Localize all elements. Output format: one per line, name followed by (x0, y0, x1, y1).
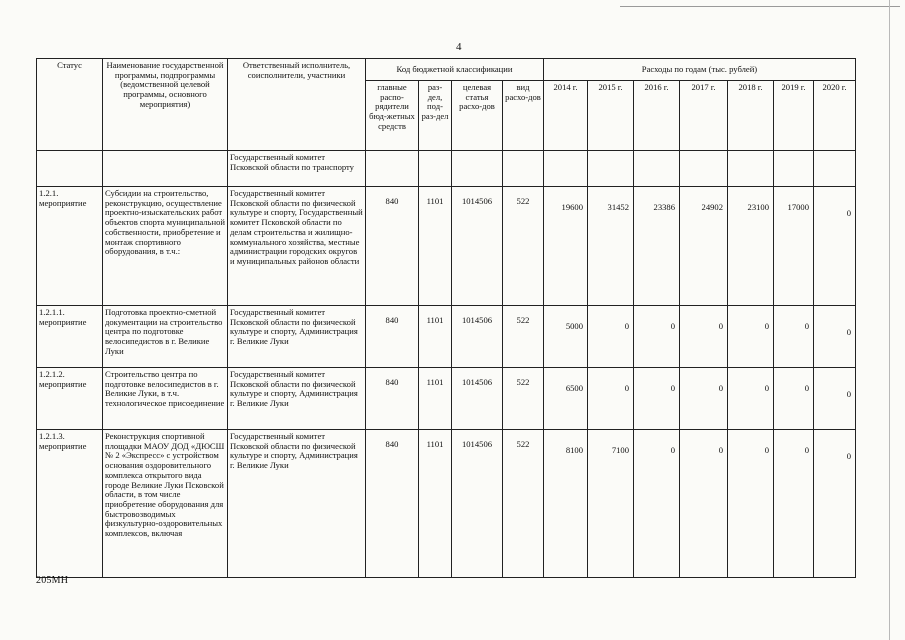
header-executor: Ответственный исполнитель, соисполнители, участники (228, 59, 366, 151)
budget-table (36, 58, 856, 578)
cell-grbs: 840 (366, 187, 419, 306)
cell-type: 522 (503, 306, 544, 368)
table-row (37, 306, 856, 368)
cell-value-2018: 0 (728, 430, 774, 578)
cell-value-2019 (774, 151, 814, 187)
cell-name: Реконструкция спортивной площадки МАОУ ДОД «ДЮСШ № 2 «Экспресс» с устройством основания оздоровительного комплекса открытого вида городе Великие Луки Псковской области, в том числе приобретение оборудования для быстровозводимых физкультурно-оздоровительных комплексов, включая (103, 430, 228, 578)
cell-value-2014: 8100 (544, 430, 588, 578)
cell-status: 1.2.1. мероприятие (37, 187, 103, 306)
cell-value-2016: 0 (634, 430, 680, 578)
cell-grbs (366, 151, 419, 187)
header-name: Наименование государственной программы, подпрограммы (ведомственной целевой программы, основного мероприятия) (103, 59, 228, 151)
header-year-2018: 2018 г. (728, 81, 774, 151)
header-year-2019: 2019 г. (774, 81, 814, 151)
cell-section: 1101 (419, 430, 452, 578)
cell-type: 522 (503, 368, 544, 430)
cell-value-2014 (544, 151, 588, 187)
cell-value-2017: 24902 (680, 187, 728, 306)
cell-grbs: 840 (366, 306, 419, 368)
header-status: Статус (37, 59, 103, 151)
cell-value-2015: 0 (588, 306, 634, 368)
cell-section: 1101 (419, 368, 452, 430)
cell-value-2019: 17000 (774, 187, 814, 306)
cell-target: 1014506 (452, 187, 503, 306)
cell-value-2014: 19600 (544, 187, 588, 306)
cell-executor: Государственный комитет Псковской области по транспорту (228, 151, 366, 187)
cell-grbs: 840 (366, 430, 419, 578)
header-expenses: Расходы по годам (тыс. рублей) (544, 59, 856, 81)
page-number: 4 (456, 41, 462, 53)
cell-value-2016 (634, 151, 680, 187)
cell-value-2014: 5000 (544, 306, 588, 368)
cell-section (419, 151, 452, 187)
cell-value-2017: 0 (680, 368, 728, 430)
cell-section: 1101 (419, 306, 452, 368)
cell-value-2020: 0 (814, 306, 856, 368)
scan-artifact-line (620, 6, 900, 7)
table-row (37, 430, 856, 578)
cell-status: 1.2.1.1. мероприятие (37, 306, 103, 368)
cell-name: Подготовка проектно-сметной документации на строительство центра по подготовке велосипедистов в г. Великие Луки (103, 306, 228, 368)
cell-value-2018 (728, 151, 774, 187)
header-year-2015: 2015 г. (588, 81, 634, 151)
cell-status: 1.2.1.2. мероприятие (37, 368, 103, 430)
cell-value-2016: 23386 (634, 187, 680, 306)
cell-name (103, 151, 228, 187)
cell-type (503, 151, 544, 187)
cell-value-2018: 0 (728, 368, 774, 430)
cell-target (452, 151, 503, 187)
cell-name: Субсидии на строительство, реконструкцию, осуществление проектно-изыскательских работ объектов спорта муниципальной собственности, приобретение и монтаж спортивного оборудования, в т.ч.: (103, 187, 228, 306)
cell-value-2019: 0 (774, 368, 814, 430)
cell-value-2020: 0 (814, 430, 856, 578)
header-bcc-type: вид расхо-дов (503, 81, 544, 151)
cell-value-2016: 0 (634, 306, 680, 368)
header-bcc-grbs: главные распо-рядители бюд-жетных средств (366, 81, 419, 151)
cell-value-2016: 0 (634, 368, 680, 430)
cell-target: 1014506 (452, 306, 503, 368)
scan-edge-line (889, 0, 890, 640)
header-bcc-target: целевая статья расхо-дов (452, 81, 503, 151)
cell-status: 1.2.1.3. мероприятие (37, 430, 103, 578)
cell-value-2017 (680, 151, 728, 187)
cell-target: 1014506 (452, 430, 503, 578)
cell-value-2019: 0 (774, 430, 814, 578)
cell-value-2015 (588, 151, 634, 187)
header-year-2020: 2020 г. (814, 81, 856, 151)
header-year-2016: 2016 г. (634, 81, 680, 151)
table-row (37, 368, 856, 430)
footer-code: 205МН (36, 575, 69, 586)
header-year-2014: 2014 г. (544, 81, 588, 151)
header-bcc-section: раз-дел, под-раз-дел (419, 81, 452, 151)
cell-target: 1014506 (452, 368, 503, 430)
cell-value-2020: 0 (814, 368, 856, 430)
cell-name: Строительство центра по подготовке велосипедистов в г. Великие Луки, в т.ч. технологическое присоединение (103, 368, 228, 430)
cell-value-2017: 0 (680, 306, 728, 368)
header-bcc: Код бюджетной классификации (366, 59, 544, 81)
cell-value-2018: 23100 (728, 187, 774, 306)
cell-value-2015: 7100 (588, 430, 634, 578)
cell-value-2015: 31452 (588, 187, 634, 306)
cell-value-2020: 0 (814, 187, 856, 306)
cell-executor: Государственный комитет Псковской области по физической культуре и спорту, Администрация г. Великие Луки (228, 430, 366, 578)
header-year-2017: 2017 г. (680, 81, 728, 151)
cell-grbs: 840 (366, 368, 419, 430)
cell-value-2014: 6500 (544, 368, 588, 430)
cell-executor: Государственный комитет Псковской области по физической культуре и спорту, Государственный комитет Псковской области по делам строительства и жилищно-коммунального хозяйства, местные администрации городских округов и муниципальных районов области (228, 187, 366, 306)
cell-value-2019: 0 (774, 306, 814, 368)
cell-value-2017: 0 (680, 430, 728, 578)
cell-executor: Государственный комитет Псковской области по физической культуре и спорту, Администрация г. Великие Луки (228, 306, 366, 368)
cell-type: 522 (503, 430, 544, 578)
cell-status (37, 151, 103, 187)
table-row (37, 151, 856, 187)
table-row (37, 187, 856, 306)
cell-type: 522 (503, 187, 544, 306)
cell-value-2015: 0 (588, 368, 634, 430)
cell-value-2018: 0 (728, 306, 774, 368)
cell-value-2020 (814, 151, 856, 187)
cell-section: 1101 (419, 187, 452, 306)
cell-executor: Государственный комитет Псковской области по физической культуре и спорту, Администрация г. Великие Луки (228, 368, 366, 430)
